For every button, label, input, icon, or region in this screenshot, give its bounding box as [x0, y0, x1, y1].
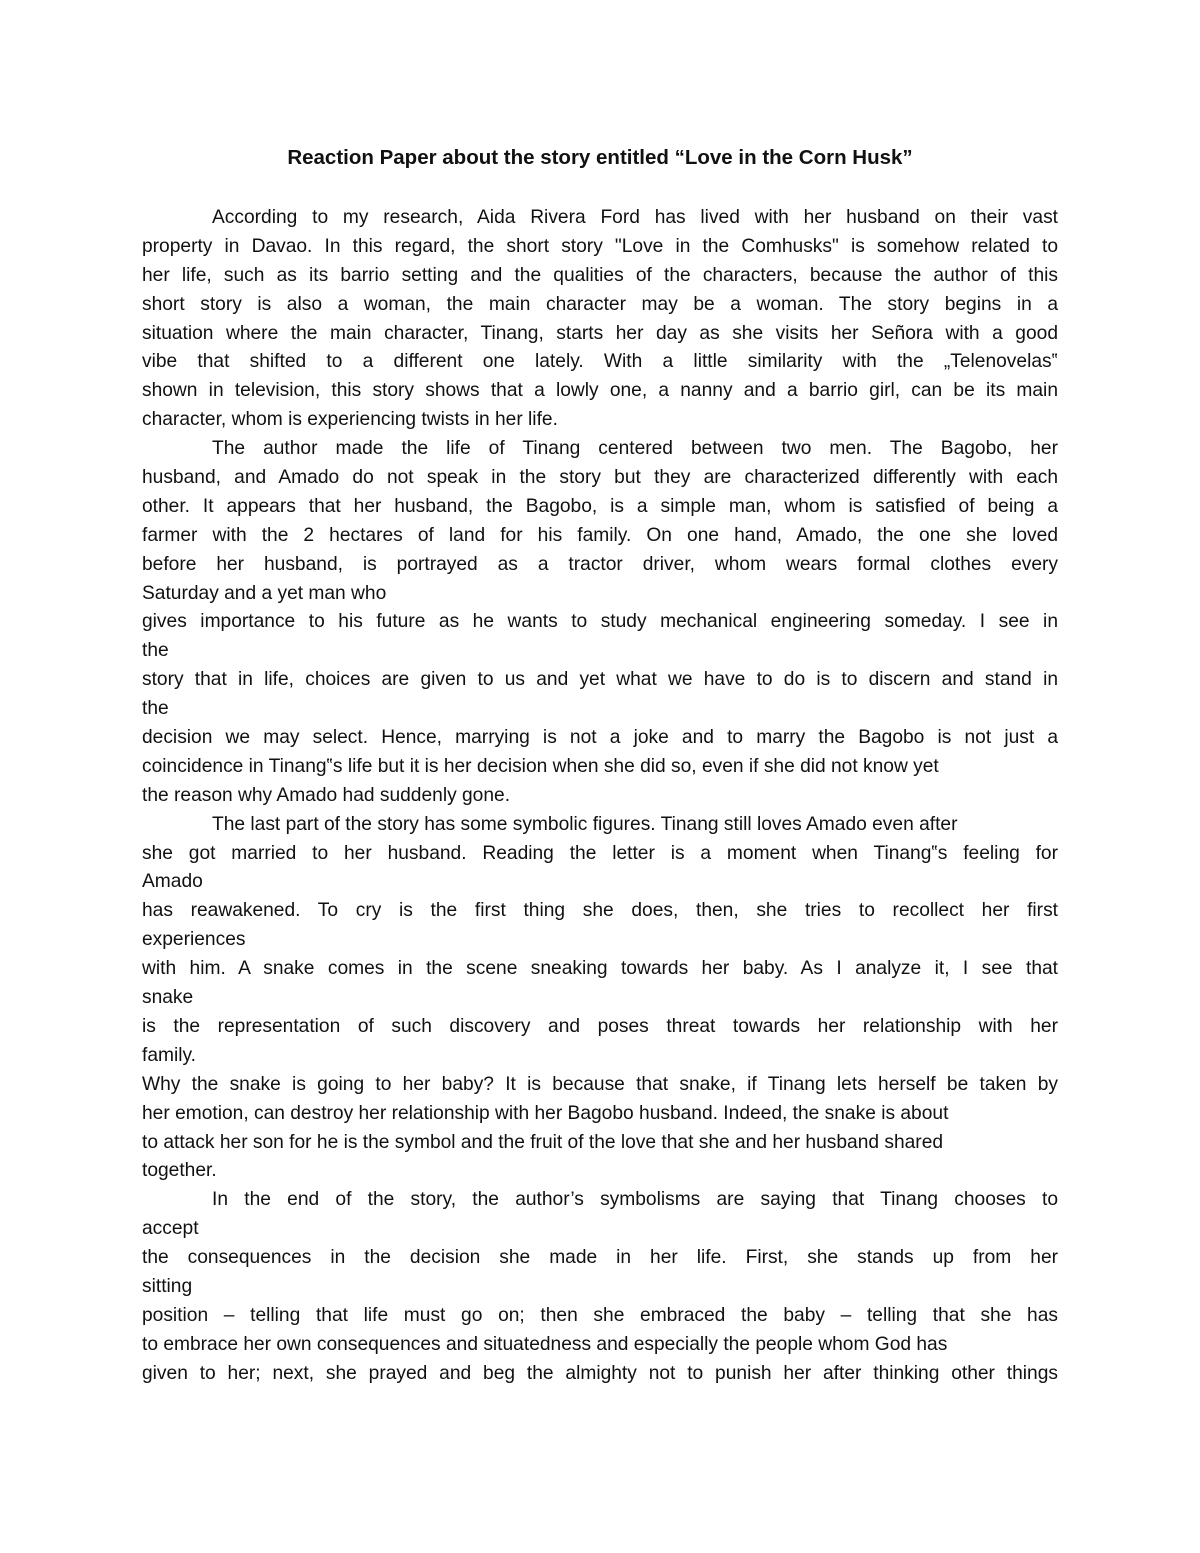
text-line: before her husband, is portrayed as a tractor driver, whom wears formal clothes every [142, 553, 1058, 575]
text-line: character, whom is experiencing twists in her life. [142, 409, 558, 431]
text-line: The last part of the story has some symbolic figures. Tinang still loves Amado even after [212, 813, 958, 835]
text-line: the [142, 640, 169, 662]
text-line: with him. A snake comes in the scene sneaking towards her baby. As I analyze it, I see that [142, 958, 1058, 980]
text-line: Saturday and a yet man who [142, 582, 387, 604]
text-line: decision we may select. Hence, marrying is not a joke and to marry the Bagobo is not just a [142, 727, 1058, 749]
text-line: to attack her son for he is the symbol and the fruit of the love that she and her husband shared [142, 1131, 944, 1153]
text-line: story that in life, choices are given to us and yet what we have to do is to discern and stand in [142, 669, 1058, 691]
text-line: husband, and Amado do not speak in the story but they are characterized differently with each [142, 467, 1058, 489]
text-line: Amado [142, 871, 203, 893]
text-line: vibe that shifted to a different one lately. With a little similarity with the „Telenovelas‟ [142, 351, 1058, 373]
text-line: According to my research, Aida Rivera Ford has lived with her husband on their vast [212, 207, 1058, 228]
text-line: other. It appears that her husband, the Bagobo, is a simple man, whom is satisfied of being a [142, 495, 1058, 517]
text-line: property in Davao. In this regard, the short story "Love in the Comhusks" is somehow related to [142, 235, 1058, 257]
text-line: together. [142, 1160, 217, 1182]
text-line: farmer with the 2 hectares of land for his family. On one hand, Amado, the one she loved [142, 524, 1058, 546]
document-title: Reaction Paper about the story entitled “Love in the Corn Husk” [287, 146, 913, 169]
text-line: experiences [142, 929, 246, 951]
text-line: the consequences in the decision she made in her life. First, she stands up from her [142, 1247, 1058, 1269]
text-line: she got married to her husband. Reading the letter is a moment when Tinang‟s feeling for [142, 842, 1058, 864]
text-line: family. [142, 1044, 197, 1066]
text-line: her life, such as its barrio setting and the qualities of the characters, because the author of this [142, 264, 1058, 286]
text-line: the reason why Amado had suddenly gone. [142, 784, 511, 806]
text-line: gives importance to his future as he wants to study mechanical engineering someday. I see in [142, 611, 1058, 633]
document-body [142, 204, 1058, 1389]
text-line: is the representation of such discovery and poses threat towards her relationship with her [142, 1015, 1058, 1037]
text-line: her emotion, can destroy her relationship with her Bagobo husband. Indeed, the snake is about [142, 1102, 949, 1124]
text-line: short story is also a woman, the main character may be a woman. The story begins in a [142, 293, 1058, 315]
text-line: Why the snake is going to her baby? It is because that snake, if Tinang lets herself be taken by [142, 1073, 1058, 1095]
text-line: The author made the life of Tinang centered between two men. The Bagobo, her [212, 438, 1058, 460]
text-line: coincidence in Tinang‟s life but it is her decision when she did so, even if she did not know yet [142, 755, 939, 777]
text-line: shown in television, this story shows that a lowly one, a nanny and a barrio girl, can be its main [142, 380, 1058, 402]
text-line: situation where the main character, Tinang, starts her day as she visits her Señora with a good [142, 322, 1058, 344]
text-line: sitting [142, 1275, 193, 1297]
text-line: snake [142, 987, 194, 1009]
text-line: position – telling that life must go on; then she embraced the baby – telling that she has [142, 1304, 1058, 1326]
text-line: accept [142, 1218, 199, 1240]
text-line: given to her; next, she prayed and beg the almighty not to punish her after thinking other things [142, 1362, 1058, 1384]
text-line: has reawakened. To cry is the first thing she does, then, she tries to recollect her first [142, 900, 1058, 922]
text-line: In the end of the story, the author’s symbolisms are saying that Tinang chooses to [212, 1189, 1058, 1211]
text-line: the [142, 698, 169, 720]
text-line: to embrace her own consequences and situatedness and especially the people whom God has [142, 1333, 948, 1355]
